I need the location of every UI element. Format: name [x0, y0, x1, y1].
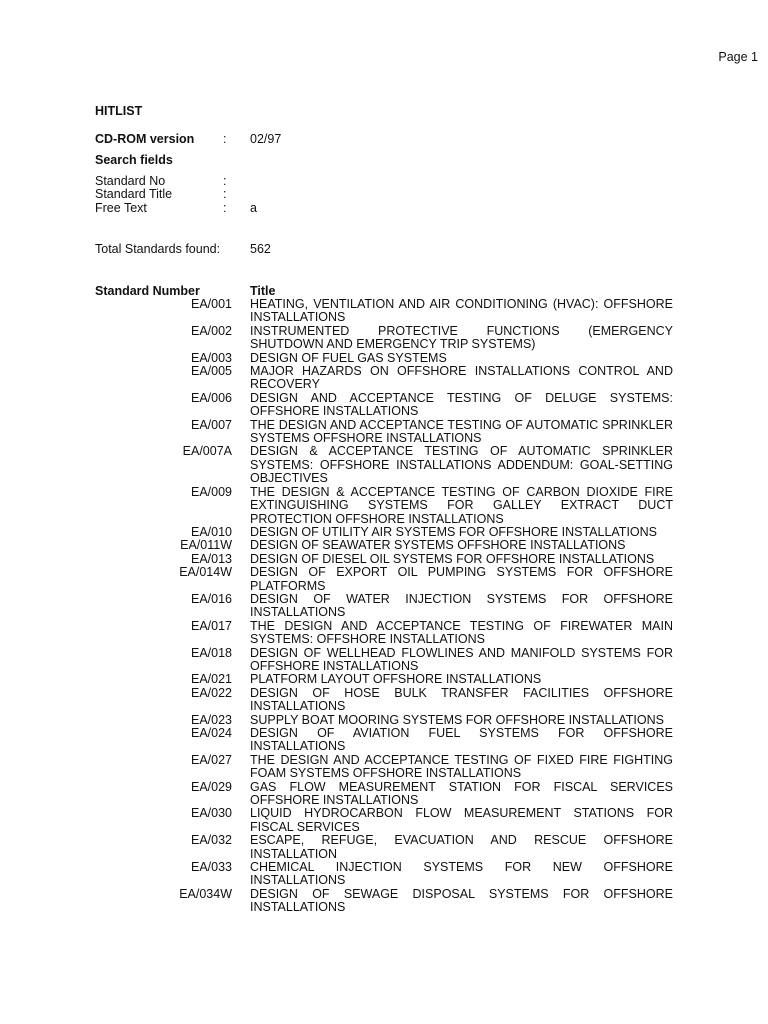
standard-title: DESIGN OF HOSE BULK TRANSFER FACILITIES OFFSHORE INSTALLATIONS: [250, 685, 673, 714]
standard-title: DESIGN OF SEAWATER SYSTEMS OFFSHORE INSTALLATIONS: [250, 538, 626, 553]
standard-title: DESIGN OF SEWAGE DISPOSAL SYSTEMS FOR OFFSHORE INSTALLATIONS: [250, 886, 673, 915]
search-field-value: a: [250, 201, 257, 215]
cdrom-version-row: [95, 132, 695, 146]
standard-title: DESIGN OF FUEL GAS SYSTEMS: [250, 350, 447, 365]
table-row: [0, 687, 768, 714]
standard-number: EA/029: [190, 779, 232, 794]
standard-number: EA/023: [190, 712, 232, 727]
table-row: [0, 539, 768, 552]
header-standard-number: Standard Number: [95, 284, 200, 298]
standard-number: EA/005: [190, 364, 232, 379]
standard-title: DESIGN AND ACCEPTANCE TESTING OF DELUGE SYSTEMS: OFFSHORE INSTALLATIONS: [250, 390, 673, 419]
table-row: [0, 419, 768, 446]
table-row: [0, 861, 768, 888]
search-fields-heading: Search fields: [95, 153, 173, 167]
table-row: [0, 445, 768, 485]
total-standards-row: [95, 242, 695, 256]
standard-title: SUPPLY BOAT MOORING SYSTEMS FOR OFFSHORE INSTALLATIONS: [250, 712, 664, 727]
standard-title: CHEMICAL INJECTION SYSTEMS FOR NEW OFFSHORE INSTALLATIONS: [250, 860, 673, 888]
standard-title: DESIGN OF UTILITY AIR SYSTEMS FOR OFFSHORE INSTALLATIONS: [250, 524, 658, 539]
standard-title: GAS FLOW MEASUREMENT STATION FOR FISCAL SERVICES OFFSHORE INSTALLATIONS: [250, 779, 673, 808]
standard-title: DESIGN OF WATER INJECTION SYSTEMS FOR OFFSHORE INSTALLATIONS: [250, 591, 673, 620]
header-title: Title: [250, 284, 276, 298]
table-row: [0, 647, 768, 674]
standard-title: DESIGN OF EXPORT OIL PUMPING SYSTEMS FOR OFFSHORE PLATFORMS: [250, 565, 673, 593]
table-row: [0, 727, 768, 754]
standard-title: MAJOR HAZARDS ON OFFSHORE INSTALLATIONS CONTROL AND RECOVERY: [250, 364, 673, 392]
cdrom-label: CD-ROM version: [95, 132, 195, 146]
standard-title: ESCAPE, REFUGE, EVACUATION AND RESCUE OFFSHORE INSTALLATION: [250, 833, 673, 861]
standard-number: EA/003: [190, 350, 232, 365]
search-field-standard-title: [95, 187, 695, 201]
standard-number: EA/024: [190, 726, 232, 740]
cdrom-separator: :: [223, 132, 227, 146]
standard-title: THE DESIGN & ACCEPTANCE TESTING OF CARBON DIOXIDE FIRE EXTINGUISHING SYSTEMS FOR GALLEY EXTRACT DUCT PROTECTION OFFSHORE INSTALLATIONS: [250, 484, 673, 526]
search-field-separator: :: [223, 201, 227, 215]
standard-title: HEATING, VENTILATION AND AIR CONDITIONING (HVAC): OFFSHORE INSTALLATIONS: [250, 297, 673, 325]
table-row: [0, 593, 768, 620]
standard-title: DESIGN OF WELLHEAD FLOWLINES AND MANIFOLD SYSTEMS FOR OFFSHORE INSTALLATIONS: [250, 645, 673, 673]
page-title: HITLIST: [95, 104, 143, 118]
table-row: [0, 714, 768, 727]
standard-number: EA/007A: [182, 444, 232, 459]
standard-title: PLATFORM LAYOUT OFFSHORE INSTALLATIONS: [250, 672, 542, 687]
standard-number: EA/013: [190, 551, 232, 566]
cdrom-value: 02/97: [250, 132, 282, 146]
table-row: [0, 888, 768, 915]
search-field-label: Standard Title: [95, 187, 173, 201]
search-field-label: Free Text: [95, 201, 147, 215]
table-row: [0, 298, 768, 325]
table-row: [0, 365, 768, 392]
table-row: [0, 526, 768, 539]
standard-number: EA/018: [190, 645, 232, 660]
standard-title: DESIGN & ACCEPTANCE TESTING OF AUTOMATIC SPRINKLER SYSTEMS: OFFSHORE INSTALLATIONS ADDENDUM: GOAL-SETTING OBJECTIVES: [250, 444, 673, 486]
standard-title: THE DESIGN AND ACCEPTANCE TESTING OF FIREWATER MAIN SYSTEMS: OFFSHORE INSTALLATIONS: [250, 618, 673, 647]
table-row: [0, 781, 768, 808]
standard-title: DESIGN OF DIESEL OIL SYSTEMS FOR OFFSHORE INSTALLATIONS: [250, 551, 655, 566]
page-number: Page 1: [718, 50, 758, 64]
standard-number: EA/001: [190, 297, 232, 311]
table-row: [0, 325, 768, 352]
standards-list: [0, 298, 768, 915]
standard-number: EA/006: [190, 390, 232, 405]
standard-title: DESIGN OF AVIATION FUEL SYSTEMS FOR OFFSHORE INSTALLATIONS: [250, 726, 673, 754]
standard-number: EA/011W: [180, 538, 232, 553]
table-row: [0, 392, 768, 419]
standard-number: EA/016: [190, 591, 232, 606]
table-row: [0, 754, 768, 781]
standard-number: EA/002: [190, 323, 232, 338]
search-field-standard-no: [95, 174, 695, 188]
standard-number: EA/034W: [179, 886, 232, 901]
standard-number: EA/014W: [179, 565, 232, 580]
search-field-label: Standard No: [95, 174, 166, 188]
table-header: [95, 284, 675, 298]
standard-number: EA/021: [190, 672, 232, 687]
table-row: [0, 807, 768, 834]
standard-number: EA/017: [190, 618, 232, 633]
search-field-free-text: [95, 201, 695, 215]
table-row: [0, 553, 768, 566]
standard-number: EA/010: [190, 524, 232, 539]
standard-number: EA/009: [190, 484, 232, 499]
search-field-separator: :: [223, 174, 227, 188]
standard-number: EA/033: [190, 860, 232, 875]
total-value: 562: [250, 242, 271, 256]
standard-title: THE DESIGN AND ACCEPTANCE TESTING OF AUTOMATIC SPRINKLER SYSTEMS OFFSHORE INSTALLATIONS: [250, 417, 673, 446]
standard-number: EA/007: [190, 417, 232, 432]
table-row: [0, 486, 768, 526]
table-row: [0, 834, 768, 861]
table-row: [0, 673, 768, 686]
standard-number: EA/032: [190, 833, 232, 848]
search-field-separator: :: [223, 187, 227, 201]
standard-number: EA/030: [190, 806, 232, 821]
standard-number: EA/027: [190, 752, 232, 767]
standard-title: INSTRUMENTED PROTECTIVE FUNCTIONS (EMERGENCY SHUTDOWN AND EMERGENCY TRIP SYSTEMS): [250, 323, 673, 352]
table-row: [0, 620, 768, 647]
table-row: [0, 566, 768, 593]
table-row: [0, 352, 768, 365]
standard-title: THE DESIGN AND ACCEPTANCE TESTING OF FIXED FIRE FIGHTING FOAM SYSTEMS OFFSHORE INSTALLATIONS: [250, 752, 673, 781]
standard-title: LIQUID HYDROCARBON FLOW MEASUREMENT STATIONS FOR FISCAL SERVICES: [250, 806, 673, 834]
total-label: Total Standards found:: [95, 242, 221, 256]
standard-number: EA/022: [190, 685, 232, 700]
